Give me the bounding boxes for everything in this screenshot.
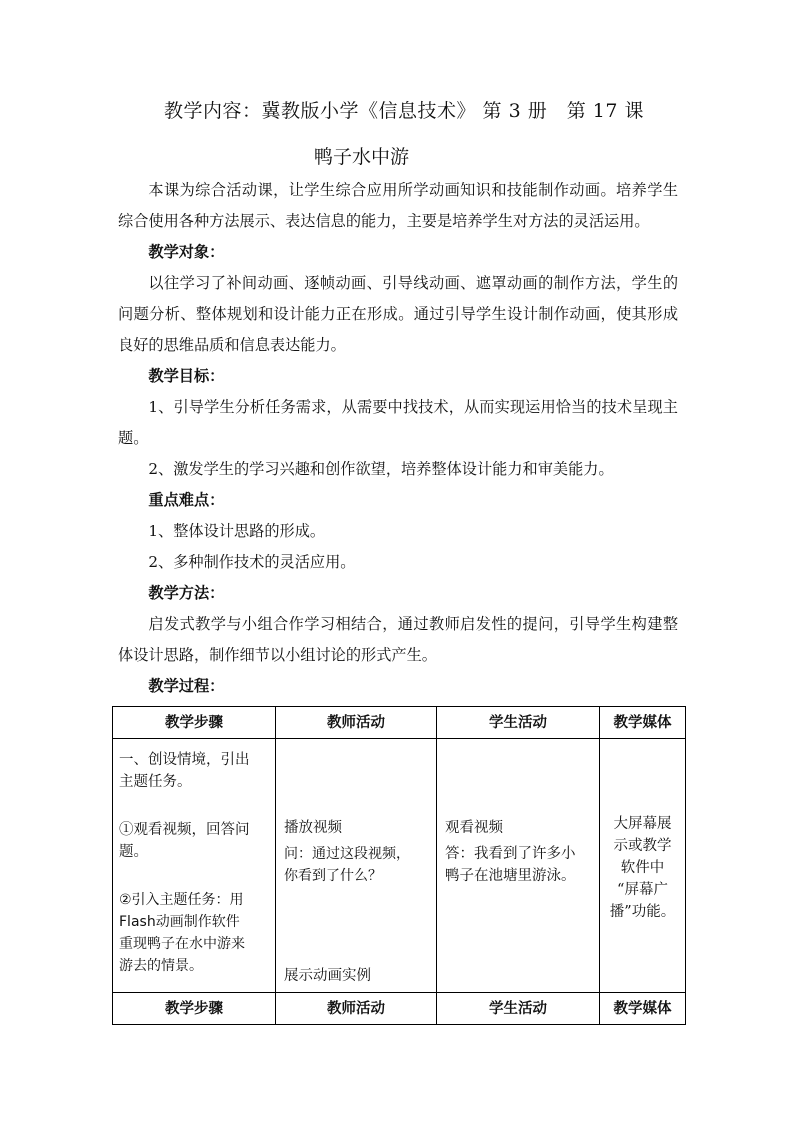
goal-item: 2、激发学生的学习兴趣和创作欲望，培养整体设计能力和审美能力。 (148, 460, 614, 478)
object-paragraph: 以往学习了补间动画、逐帧动画、引导线动画、遮罩动画的制作方法，学生的问题分析、整体规划和设计能力正在形成。通过引导学生设计制作动画，使其形成良好的思维品质和信息表达能力。 (118, 274, 678, 354)
teacher-text: 播放视频 (284, 820, 342, 836)
step-text: ①观看视频，回答问 题。 (119, 822, 250, 860)
lesson-title: 鸭子水中游 (314, 146, 410, 168)
method-paragraph: 启发式教学与小组合作学习相结合，通过教师启发性的提问，引导学生构建整体设计思路，制作细节以小组讨论的形式产生。 (118, 615, 678, 664)
table-footer-row (113, 993, 686, 1025)
table-header-row (113, 707, 686, 739)
intro-paragraph: 本课为综合活动课，让学生综合应用所学动画知识和技能制作动画。培养学生综合使用各种方法展示、表达信息的能力，主要是培养学生对方法的灵活运用。 (118, 181, 678, 230)
student-cell (437, 739, 600, 993)
table-header-cell: 教学媒体 (600, 707, 686, 739)
document-title: 教学内容：冀教版小学《信息技术》 第 3 册 第 17 课 (164, 100, 644, 122)
table-header-cell: 学生活动 (437, 707, 600, 739)
media-text: 大屏幕展 示或教学 软件中 “屏幕广 播”功能。 (609, 816, 676, 920)
table-header-cell: 教学媒体 (600, 993, 686, 1025)
document-body (118, 175, 678, 702)
process-table (112, 706, 686, 1025)
difficulty-item: 2、多种制作技术的灵活应用。 (148, 553, 356, 571)
student-text: 答：我看到了许多小 鸭子在池塘里游泳。 (445, 846, 576, 884)
step-text: ②引入主题任务：用 Flash动画制作软件 重现鸭子在水中游来 游去的情景。 (119, 892, 245, 974)
step-text: 一、创设情境，引出 主题任务。 (119, 752, 250, 790)
goal-item: 1、引导学生分析任务需求，从需要中找技术，从而实现运用恰当的技术呈现主题。 (118, 398, 678, 447)
table-header-cell: 教师活动 (276, 993, 437, 1025)
object-heading: 教学对象： (148, 243, 225, 261)
table-header-cell: 学生活动 (437, 993, 600, 1025)
difficulties-heading: 重点难点： (148, 491, 225, 509)
media-cell (600, 739, 686, 993)
process-heading: 教学过程： (148, 677, 225, 695)
teacher-cell (276, 739, 437, 993)
student-text: 观看视频 (445, 820, 503, 836)
teacher-text: 展示动画实例 (284, 968, 371, 984)
goals-heading: 教学目标： (148, 367, 225, 385)
method-heading: 教学方法： (148, 584, 225, 602)
table-header-cell: 教师活动 (276, 707, 437, 739)
difficulty-item: 1、整体设计思路的形成。 (148, 522, 326, 540)
teacher-text: 问：通过这段视频， 你看到了什么？ (284, 846, 410, 884)
table-header-cell: 教学步骤 (113, 993, 276, 1025)
table-header-cell: 教学步骤 (113, 707, 276, 739)
step-cell (113, 739, 276, 993)
table-row (113, 739, 686, 993)
